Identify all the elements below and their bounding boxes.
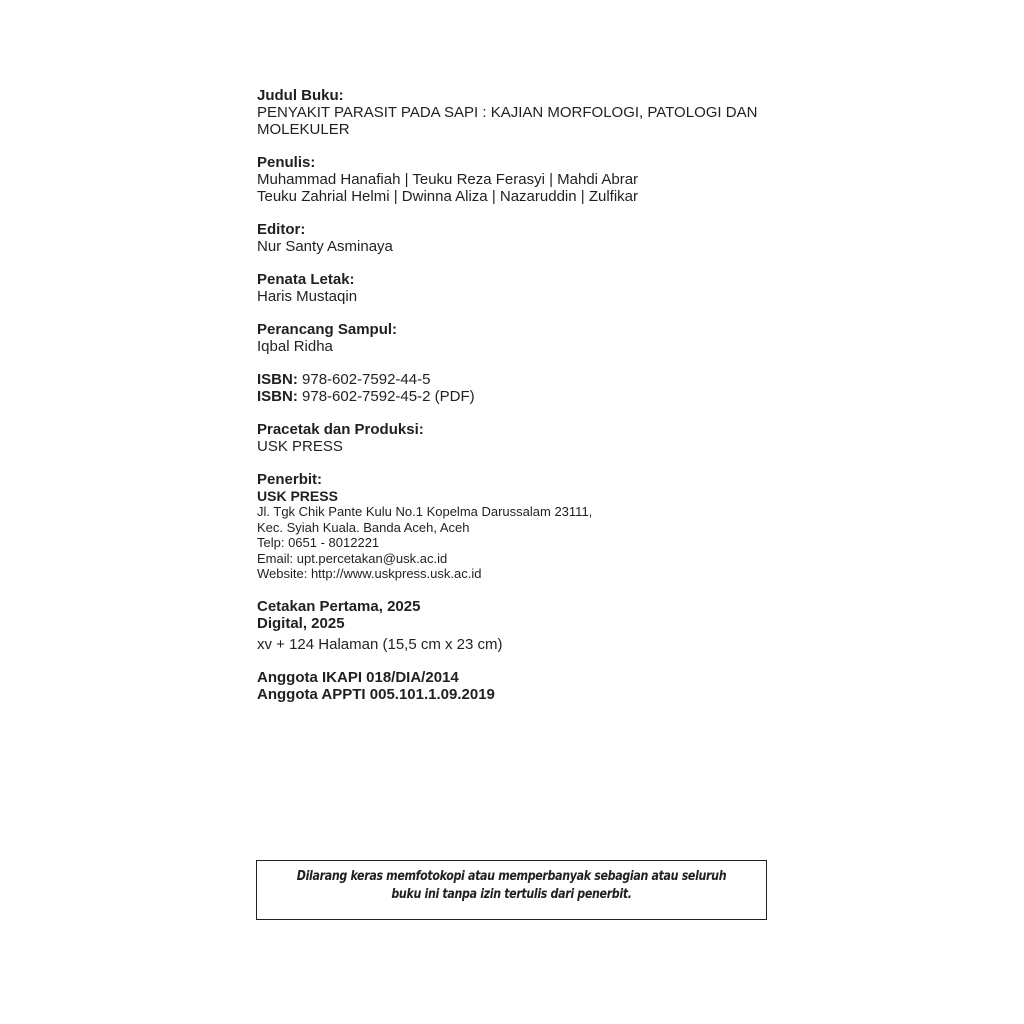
membership-appti: Anggota APPTI 005.101.1.09.2019 <box>257 685 495 703</box>
authors-section <box>257 154 777 205</box>
authors-line-1: Muhammad Hanafiah | Teuku Reza Ferasyi | Mahdi Abrar <box>257 171 639 188</box>
prepress-label: Pracetak dan Produksi: <box>257 421 424 438</box>
membership-ikapi: Anggota IKAPI 018/DIA/2014 <box>257 668 459 686</box>
editor-label: Editor: <box>257 221 306 238</box>
prepress-section <box>257 421 777 455</box>
prepress-value: USK PRESS <box>257 438 343 455</box>
layout-name: Haris Mustaqin <box>257 288 358 305</box>
editor-name: Nur Santy Asminaya <box>257 238 393 255</box>
isbn-print <box>257 371 777 388</box>
publisher-address-1: Jl. Tgk Chik Pante Kulu No.1 Kopelma Darussalam 23111, <box>257 504 593 519</box>
isbn-pdf <box>257 388 777 405</box>
editor-section <box>257 221 777 255</box>
copyright-notice-text: Dilarang keras memfotokopi atau memperbanyak sebagian atau seluruh buku ini tanpa izin tertulis dari penerbit. <box>296 869 727 902</box>
publisher-address-2: Kec. Syiah Kuala. Banda Aceh, Aceh <box>257 519 470 535</box>
cover-designer-name: Iqbal Ridha <box>257 338 333 355</box>
page-count: xv + 124 Halaman (15,5 cm x 23 cm) <box>257 635 503 653</box>
edition-first-print: Cetakan Pertama, 2025 <box>257 597 421 615</box>
layout-section <box>257 271 777 305</box>
cover-designer-label: Perancang Sampul: <box>257 321 398 338</box>
publisher-website: Website: http://www.uskpress.usk.ac.id <box>257 566 482 581</box>
isbn-label: ISBN: <box>257 388 298 405</box>
book-title-section <box>257 87 777 138</box>
publisher-name: USK PRESS <box>257 488 338 504</box>
copyright-notice-box <box>256 860 767 920</box>
publisher-email: Email: upt.percetakan@usk.ac.id <box>257 550 448 566</box>
edition-section <box>257 598 777 653</box>
layout-label: Penata Letak: <box>257 271 355 288</box>
book-title: PENYAKIT PARASIT PADA SAPI : KAJIAN MORFOLOGI, PATOLOGI DAN MOLEKULER <box>257 104 758 138</box>
isbn-section <box>257 371 777 405</box>
isbn-label: ISBN: <box>257 371 298 388</box>
cover-designer-section <box>257 321 777 355</box>
book-title-label: Judul Buku: <box>257 87 344 104</box>
publisher-label: Penerbit: <box>257 471 323 488</box>
authors-line-2: Teuku Zahrial Helmi | Dwinna Aliza | Nazaruddin | Zulfikar <box>257 188 639 205</box>
edition-digital: Digital, 2025 <box>257 614 345 632</box>
isbn-value: 978-602-7592-44-5 <box>302 371 431 388</box>
membership-section <box>257 669 777 703</box>
publisher-phone: Telp: 0651 - 8012221 <box>257 535 380 550</box>
publisher-section <box>257 471 777 582</box>
isbn-value: 978-602-7592-45-2 (PDF) <box>302 388 475 405</box>
authors-label: Penulis: <box>257 154 316 171</box>
copyright-page <box>257 87 777 719</box>
